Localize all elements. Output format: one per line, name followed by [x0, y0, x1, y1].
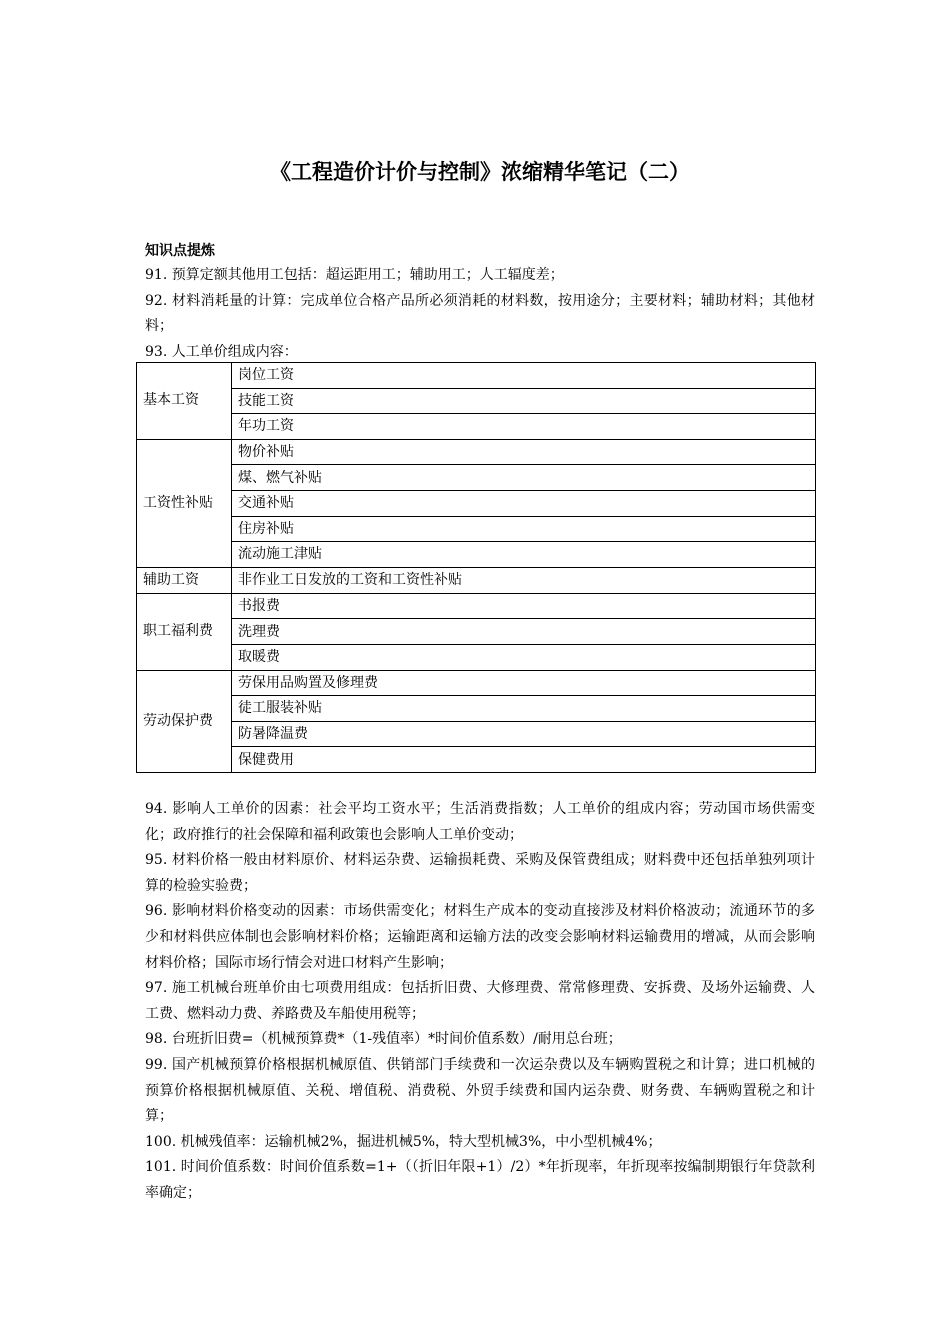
table-row — [137, 619, 816, 645]
item-cell: 取暖费 — [232, 644, 816, 670]
table-row — [137, 465, 816, 491]
note-item-93: 93. 人工单价组成内容： — [145, 343, 298, 360]
category-cell: 辅助工资 — [137, 567, 232, 593]
table-row — [137, 747, 816, 773]
note-item-100: 100. 机械残值率：运输机械2%，掘进机械5%，特大型机械3%，中小型机械4%； — [145, 1133, 662, 1150]
table-row — [137, 388, 816, 414]
category-cell: 职工福利费 — [137, 593, 232, 670]
table-row — [137, 670, 816, 696]
item-cell: 洗理费 — [232, 619, 816, 645]
table-row — [137, 644, 816, 670]
table-row — [137, 490, 816, 516]
table-row — [137, 542, 816, 568]
item-cell: 非作业工日发放的工资和工资性补贴 — [232, 567, 816, 593]
item-cell: 住房补贴 — [232, 516, 816, 542]
note-item-96: 96. 影响材料价格变动的因素：市场供需变化；材料生产成本的变动直接涉及材料价格波动；流通环节的多少和材料供应体制也会影响材料价格；运输距离和运输方法的改变会影响材料运输费用的增减，从而会影响材料价格；国际市场行情会对进口材料产生影响； — [145, 903, 815, 971]
item-cell: 技能工资 — [232, 388, 816, 414]
table-row — [137, 439, 816, 465]
section-heading: 知识点提炼 — [145, 243, 215, 259]
category-cell: 工资性补贴 — [137, 439, 232, 567]
note-item-101: 101. 时间价值系数：时间价值系数=1+（（折旧年限+1）/2）*年折现率，年折现率按编制期银行年贷款利率确定； — [145, 1159, 815, 1201]
item-cell: 流动施工津贴 — [232, 542, 816, 568]
note-item-99: 99. 国产机械预算价格根据机械原值、供销部门手续费和一次运杂费以及车辆购置税之和计算；进口机械的预算价格根据机械原值、关税、增值税、消费税、外贸手续费和国内运杂费、财务费、车辆购置税之和计算； — [145, 1056, 815, 1125]
table-row — [137, 696, 816, 722]
item-cell: 徒工服装补贴 — [232, 696, 816, 722]
note-item-92: 92. 材料消耗量的计算：完成单位合格产品所必须消耗的材料数，按用途分；主要材料；辅助材料；其他材料； — [145, 292, 815, 335]
item-cell: 劳保用品购置及修理费 — [232, 670, 816, 696]
table-row — [137, 567, 816, 593]
notes-after-table — [145, 797, 815, 1207]
wage-composition-table — [136, 362, 816, 773]
category-cell: 劳动保护费 — [137, 670, 232, 772]
table-row — [137, 516, 816, 542]
category-cell: 基本工资 — [137, 363, 232, 440]
document-title: 《工程造价计价与控制》浓缩精华笔记（二） — [270, 160, 690, 184]
table-row — [137, 363, 816, 389]
notes-before-table — [145, 263, 815, 365]
item-cell: 物价补贴 — [232, 439, 816, 465]
item-cell: 防暑降温费 — [232, 721, 816, 747]
note-item-98: 98. 台班折旧费=（机械预算费*（1-残值率）*时间价值系数）/耐用总台班； — [145, 1031, 622, 1048]
item-cell: 煤、燃气补贴 — [232, 465, 816, 491]
item-cell: 年功工资 — [232, 414, 816, 440]
note-item-95: 95. 材料价格一般由材料原价、材料运杂费、运输损耗费、采购及保管费组成；财料费中还包括单独列项计算的检验实验费； — [145, 852, 815, 894]
note-item-97: 97. 施工机械台班单价由七项费用组成：包括折旧费、大修理费、常常修理费、安拆费、及场外运输费、人工费、燃料动力费、养路费及车船使用税等； — [145, 980, 815, 1022]
item-cell: 保健费用 — [232, 747, 816, 773]
item-cell: 书报费 — [232, 593, 816, 619]
table-row — [137, 593, 816, 619]
note-item-94: 94. 影响人工单价的因素：社会平均工资水平；生活消费指数；人工单价的组成内容；劳动国市场供需变化；政府推行的社会保障和福利政策也会影响人工单价变动； — [145, 801, 815, 843]
table-row — [137, 414, 816, 440]
table-row — [137, 721, 816, 747]
item-cell: 岗位工资 — [232, 363, 816, 389]
note-item-91: 91. 预算定额其他用工包括：超运距用工；辅助用工；人工辐度差； — [145, 267, 564, 283]
item-cell: 交通补贴 — [232, 490, 816, 516]
